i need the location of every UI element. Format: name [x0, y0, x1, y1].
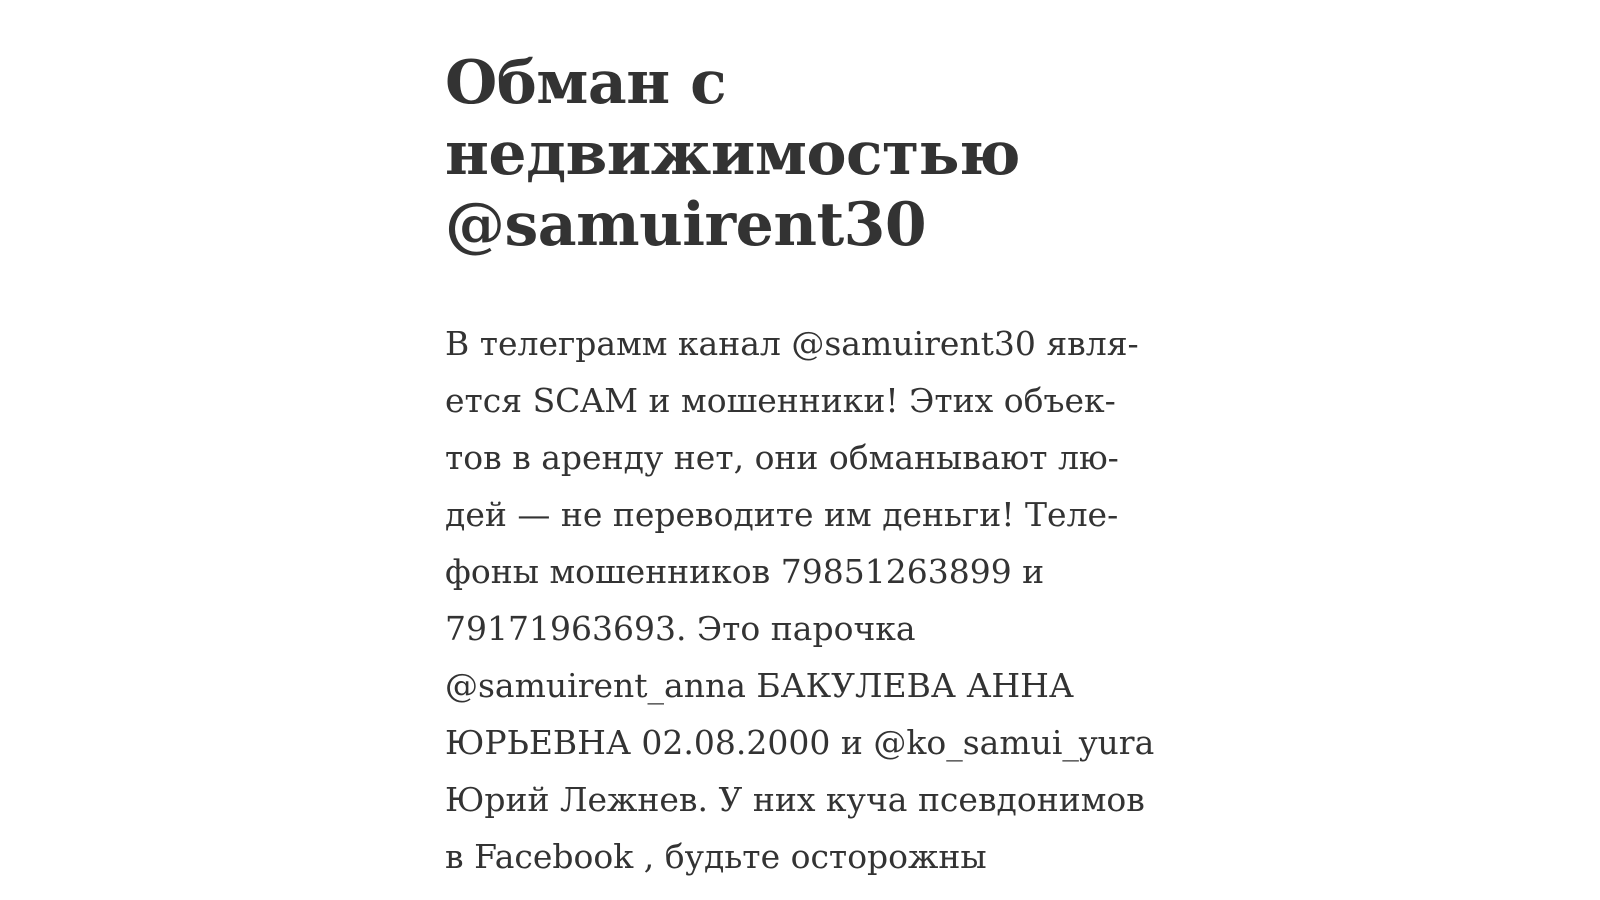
- article-body-line: @samuirent_anna БАКУЛЕВА АННА: [445, 666, 1074, 705]
- article-body-line: 79171963693. Это парочка: [445, 609, 916, 648]
- article-body-line: тов в аренду нет, они обманывают лю-: [445, 438, 1119, 477]
- article-body-line: фоны мошенников 79851263899 и: [445, 552, 1045, 591]
- article-title-line: недвижимостью: [445, 119, 1020, 189]
- article-body: [445, 315, 1185, 885]
- article-body-line: ЮРЬЕВНА 02.08.2000 и @ko_samui_yura: [445, 723, 1155, 762]
- article-body-line: ется SCAM и мошенники! Этих объек-: [445, 381, 1116, 420]
- article-body-line: дей — не переводите им деньги! Теле-: [445, 495, 1119, 534]
- article-title: [445, 48, 1185, 261]
- article-title-line: @samuirent30: [445, 190, 927, 260]
- article: [445, 48, 1185, 885]
- article-title-line: Обман с: [445, 48, 727, 118]
- article-body-line: В телеграмм канал @samuirent30 явля-: [445, 324, 1139, 363]
- article-body-line: в Facebook , будьте осторожны: [445, 837, 987, 876]
- article-body-line: Юрий Лежнев. У них куча псевдонимов: [445, 780, 1145, 819]
